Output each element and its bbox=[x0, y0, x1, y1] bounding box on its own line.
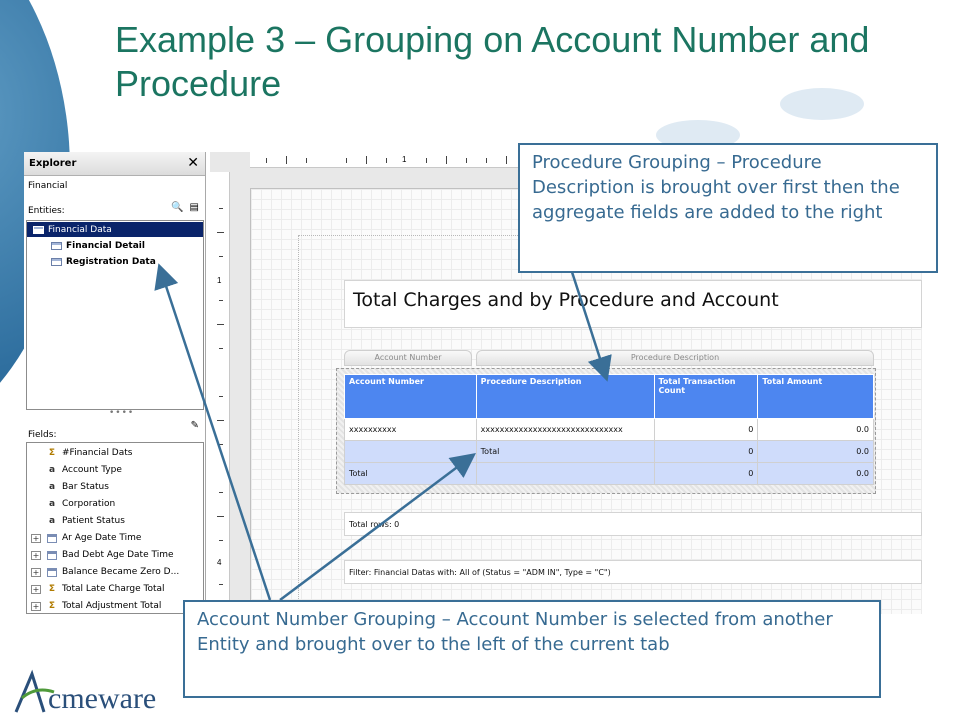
logo-text: cmeware bbox=[48, 682, 157, 715]
callout-account-grouping: Account Number Grouping – Account Number is selected from another Entity and brought over to the left of the current tab bbox=[183, 600, 881, 698]
column-header[interactable]: Account Number bbox=[345, 375, 477, 419]
entities-label: Entities: bbox=[28, 206, 65, 216]
new-field-icon[interactable]: ✎ bbox=[190, 420, 199, 431]
arrow-to-procedure-column bbox=[572, 272, 606, 377]
group-tab-procedure-description[interactable]: Procedure Description bbox=[476, 350, 874, 366]
field-label: Total Late Charge Total bbox=[62, 584, 165, 594]
expand-icon[interactable]: + bbox=[32, 601, 40, 611]
expand-icon[interactable]: + bbox=[32, 533, 40, 543]
table-cell[interactable]: 0.0 bbox=[758, 419, 874, 441]
field-label: Ar Age Date Time bbox=[62, 533, 142, 543]
entity-label: Financial Data bbox=[48, 224, 112, 235]
arrow-to-registration-data bbox=[160, 268, 270, 600]
table-cell[interactable]: 0.0 bbox=[758, 463, 874, 485]
aggregate-icon: Σ bbox=[48, 601, 56, 611]
ruler-number: 1 bbox=[402, 155, 407, 164]
field-label: Patient Status bbox=[62, 516, 125, 526]
table-cell[interactable]: 0 bbox=[654, 441, 758, 463]
text-field-icon: a bbox=[48, 499, 56, 509]
table-cell[interactable]: Total bbox=[476, 441, 654, 463]
total-rows-bar[interactable]: Total rows: 0 bbox=[344, 512, 922, 536]
explorer-title: Explorer bbox=[29, 158, 77, 169]
panel-splitter[interactable]: •••• bbox=[109, 408, 135, 418]
table-cell[interactable]: xxxxxxxxxx bbox=[345, 419, 477, 441]
expand-icon[interactable]: + bbox=[32, 584, 40, 594]
table-cell[interactable]: Total bbox=[345, 463, 477, 485]
table-cell[interactable]: xxxxxxxxxxxxxxxxxxxxxxxxxxxxxx bbox=[476, 419, 654, 441]
column-header[interactable]: Total Transaction Count bbox=[654, 375, 758, 419]
table-cell[interactable]: 0 bbox=[654, 419, 758, 441]
ruler-number: 4 bbox=[217, 558, 222, 567]
aggregate-icon: Σ bbox=[48, 584, 56, 594]
table-cell[interactable]: 0.0 bbox=[758, 441, 874, 463]
entity-label: Financial Detail bbox=[66, 240, 145, 251]
close-icon[interactable]: ✕ bbox=[187, 155, 199, 171]
field-label: Account Type bbox=[62, 465, 122, 475]
acmeware-logo bbox=[14, 668, 184, 716]
fields-label: Fields: bbox=[28, 430, 57, 440]
expand-icon[interactable]: + bbox=[32, 550, 40, 560]
text-field-icon: a bbox=[48, 465, 56, 475]
column-header[interactable]: Procedure Description bbox=[476, 375, 654, 419]
group-tab-account-number[interactable]: Account Number bbox=[344, 350, 472, 366]
field-label: Bad Debt Age Date Time bbox=[62, 550, 174, 560]
field-label: Corporation bbox=[62, 499, 116, 509]
filter-bar[interactable]: Filter: Financial Datas with: All of (Status = "ADM IN", Type = "C") bbox=[344, 560, 922, 584]
properties-icon[interactable]: ▤ bbox=[189, 202, 199, 213]
explorer-context: Financial bbox=[28, 181, 68, 191]
entity-label: Registration Data bbox=[66, 256, 156, 267]
arrow-to-total-row bbox=[280, 456, 472, 600]
table-cell[interactable]: 0 bbox=[654, 463, 758, 485]
aggregate-icon: Σ bbox=[48, 448, 56, 458]
report-title: Total Charges and by Procedure and Account bbox=[353, 289, 779, 311]
slide-title: Example 3 – Grouping on Account Number and Procedure bbox=[115, 19, 870, 104]
field-label: Total Adjustment Total bbox=[62, 601, 162, 611]
field-label: Balance Became Zero D... bbox=[62, 567, 180, 577]
expand-icon[interactable]: + bbox=[32, 567, 40, 577]
search-icon[interactable]: 🔍 bbox=[171, 202, 184, 213]
column-header[interactable]: Total Amount bbox=[758, 375, 874, 419]
callout-procedure-grouping: Procedure Grouping – Procedure Description is brought over first then the aggregate fields are added to the right bbox=[518, 143, 938, 273]
ruler-number: 1 bbox=[217, 276, 222, 285]
text-field-icon: a bbox=[48, 482, 56, 492]
field-label: #Financial Dats bbox=[62, 448, 133, 458]
field-label: Bar Status bbox=[62, 482, 109, 492]
text-field-icon: a bbox=[48, 516, 56, 526]
